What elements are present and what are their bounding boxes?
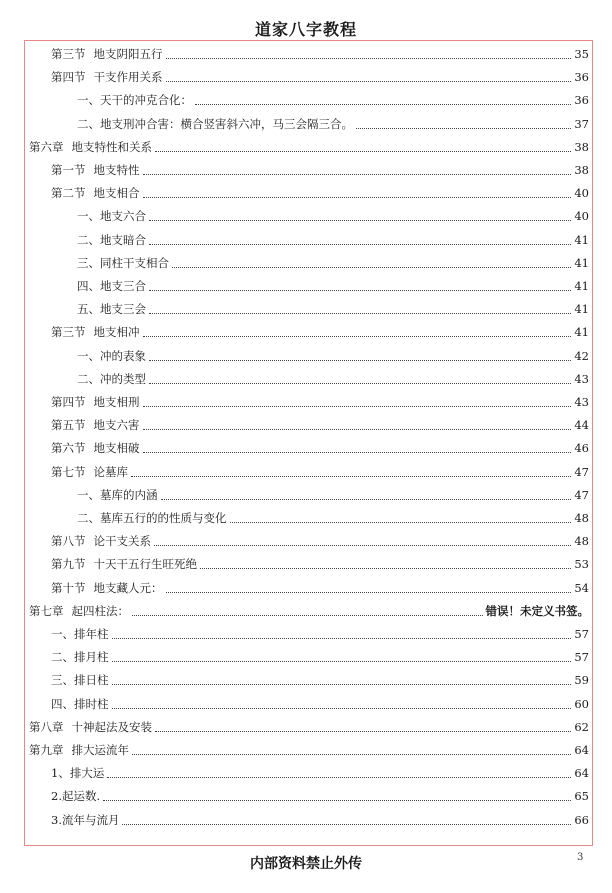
- toc-entry-page: 48: [574, 511, 589, 525]
- toc-entry-number: 第六节: [51, 441, 86, 456]
- toc-entry[interactable]: [25, 161, 592, 179]
- toc-entry-page: 36: [574, 93, 589, 108]
- toc-entry-page: 36: [574, 70, 589, 85]
- toc-entry-page: 41: [574, 325, 589, 340]
- toc-entry-label: [51, 533, 151, 549]
- toc-entry-title: 一、冲的表象: [77, 348, 146, 363]
- toc-entry-label: [77, 510, 227, 526]
- toc-entry-label: [51, 672, 109, 688]
- toc-entry-label: [77, 92, 192, 108]
- dot-leader: [149, 312, 571, 314]
- toc-entry-title: 1、排大运: [51, 766, 105, 781]
- dot-leader: [356, 127, 571, 129]
- toc-entry-title: 一、排年柱: [51, 627, 109, 641]
- page-number: 3: [577, 852, 584, 863]
- bookmark-error-text: 错误！未定义书签。: [485, 603, 589, 618]
- toc-entry[interactable]: [25, 741, 592, 759]
- toc-entry-title: 二、冲的类型: [77, 371, 146, 386]
- toc-entry-page: 66: [574, 812, 589, 827]
- toc-entry[interactable]: [25, 68, 592, 86]
- dot-leader: [143, 335, 572, 337]
- toc-entry-title: 二、地支暗合: [77, 232, 146, 247]
- toc-entry-number: 第九章: [29, 743, 64, 757]
- toc-entry[interactable]: [25, 764, 592, 782]
- toc-entry[interactable]: [25, 555, 592, 573]
- toc-entry-label: [77, 348, 146, 364]
- dot-leader: [149, 219, 571, 221]
- dot-leader: [166, 57, 572, 59]
- toc-entry[interactable]: [25, 323, 592, 341]
- toc-entry-label: [51, 185, 140, 201]
- toc-entry-label: [77, 208, 146, 224]
- dot-leader: [149, 243, 571, 245]
- toc-entry-page: 41: [574, 302, 589, 317]
- toc-entry-number: 第四节: [51, 395, 86, 409]
- toc-entry[interactable]: [25, 300, 592, 318]
- toc-entry[interactable]: [25, 207, 592, 225]
- toc-entry-title: 四、排时柱: [51, 696, 109, 711]
- toc-entry[interactable]: [25, 671, 592, 689]
- toc-entry-title: 3.流年与流月: [51, 812, 120, 827]
- dot-leader: [172, 266, 571, 268]
- dot-leader: [143, 196, 572, 198]
- dot-leader: [149, 359, 571, 361]
- toc-entry-label: [51, 788, 100, 804]
- dot-leader: [112, 707, 572, 709]
- toc-entry-page: 54: [574, 580, 589, 595]
- toc-entry-label: [51, 812, 119, 828]
- toc-entry-title: 五、地支三会: [77, 302, 146, 317]
- toc-entry-label: [77, 232, 146, 248]
- dot-leader: [122, 823, 571, 825]
- toc-entry-label: [51, 626, 109, 642]
- dot-leader: [143, 451, 572, 453]
- toc-entry[interactable]: [25, 115, 592, 133]
- toc-entry-page: 64: [574, 766, 589, 781]
- dot-leader: [166, 80, 572, 82]
- toc-entry-label: [51, 324, 140, 340]
- toc-entry-title: 地支相刑: [93, 395, 140, 409]
- toc-entry-number: 第二节: [51, 186, 86, 201]
- toc-entry-number: 第六章: [29, 139, 64, 154]
- toc-entry[interactable]: [25, 532, 592, 550]
- dot-leader: [132, 753, 571, 755]
- footer-notice: 内部资料禁止外传: [250, 856, 362, 872]
- toc-entry-page: 47: [574, 464, 589, 479]
- toc-entry-title: 论墓库: [93, 464, 128, 479]
- toc-entry-title: 十天干五行生旺死绝: [93, 557, 197, 572]
- toc-entry-page: 40: [574, 186, 589, 201]
- toc-entry-title: 一、天干的冲克合化：: [77, 93, 192, 108]
- toc-entry-page: 35: [574, 47, 589, 61]
- toc-entry-number: 第四节: [51, 70, 86, 85]
- toc-entry-page: 42: [574, 348, 589, 363]
- dot-leader: [112, 660, 572, 662]
- toc-entry-title: 二、排月柱: [51, 650, 109, 665]
- toc-entry-label: [51, 394, 140, 410]
- toc-entry-label: [51, 162, 140, 178]
- toc-entry-label: [29, 742, 129, 758]
- toc-entry-label: [51, 649, 109, 665]
- dot-leader: [107, 776, 571, 778]
- toc-entry[interactable]: [25, 486, 592, 504]
- toc-entry-page: 64: [574, 743, 589, 757]
- toc-entry-title: 2.起运数.: [51, 789, 101, 804]
- dot-leader: [230, 521, 572, 523]
- dot-leader: [155, 150, 571, 152]
- dot-leader: [195, 103, 571, 105]
- toc-entry-label: [51, 440, 140, 456]
- toc-entry-page: 38: [574, 163, 589, 177]
- toc-entry[interactable]: [25, 439, 592, 457]
- toc-entry-number: 第八节: [51, 534, 86, 549]
- toc-entry-label: [77, 278, 146, 294]
- toc-entry-page: 43: [574, 371, 589, 386]
- dot-leader: [200, 567, 571, 569]
- toc-entry-title: 地支相破: [93, 441, 140, 456]
- toc-entry[interactable]: [25, 254, 592, 272]
- toc-entry-page: 48: [574, 534, 589, 549]
- toc-entry[interactable]: [25, 648, 592, 666]
- toc-entry-title: 地支阴阳五行: [93, 47, 163, 61]
- toc-entry[interactable]: [25, 393, 592, 411]
- toc-entry-number: 第七节: [51, 464, 86, 479]
- toc-entry-title: 地支藏人元：: [93, 580, 163, 595]
- document-title: 道家八字教程: [254, 20, 357, 39]
- toc-entry-page: 53: [574, 557, 589, 572]
- toc-entry-title: 二、地支刑冲合害：横合竖害斜六冲，马三会隔三合。: [77, 116, 353, 131]
- dot-leader: [143, 428, 572, 430]
- toc-entry-title: 地支特性和关系: [71, 139, 152, 154]
- toc-entry-label: [77, 487, 158, 503]
- toc-entry-title: 论干支关系: [93, 534, 151, 549]
- dot-leader: [112, 683, 572, 685]
- toc-entry[interactable]: [25, 509, 592, 527]
- toc-entry-title: 三、同柱干支相合: [77, 255, 169, 270]
- toc-entry-page: 47: [574, 487, 589, 502]
- toc-entry-title: 一、地支六合: [77, 209, 146, 224]
- toc-entry[interactable]: [25, 370, 592, 388]
- toc-entry[interactable]: [25, 695, 592, 713]
- toc-entry[interactable]: [25, 463, 592, 481]
- dot-leader: [132, 614, 483, 616]
- toc-entry-number: 第八章: [29, 719, 64, 734]
- toc-entry-title: 地支六害: [93, 418, 140, 433]
- toc-entry-title: 排大运流年: [71, 743, 129, 757]
- toc-entry-label: [77, 301, 146, 317]
- toc-entry-label: [51, 464, 128, 480]
- toc-entry[interactable]: [25, 231, 592, 249]
- toc-entry-title: 十神起法及安装: [71, 719, 152, 734]
- toc-entry[interactable]: [25, 579, 592, 597]
- toc-entry-title: 地支相冲: [93, 325, 140, 340]
- toc-entry[interactable]: [25, 787, 592, 805]
- toc-entry-number: 第三节: [51, 325, 86, 340]
- toc-entry-label: [51, 46, 163, 62]
- toc-entry-page: 57: [574, 627, 589, 641]
- toc-entry-label: [51, 580, 163, 596]
- toc-entry-title: 地支特性: [93, 163, 140, 177]
- toc-entry-page: 60: [574, 696, 589, 711]
- dot-leader: [131, 475, 571, 477]
- toc-entry-title: 一、墓库的内涵: [77, 487, 158, 502]
- toc-entry-label: [77, 255, 169, 271]
- dot-leader: [143, 173, 572, 175]
- toc-entry-label: [51, 696, 109, 712]
- dot-leader: [103, 799, 571, 801]
- toc-entry-number: 第五节: [51, 418, 86, 433]
- dot-leader: [155, 730, 571, 732]
- dot-leader: [149, 289, 571, 291]
- toc-entry[interactable]: [25, 45, 592, 63]
- toc-entry-label: [77, 371, 146, 387]
- toc-entry-label: [51, 69, 163, 85]
- dot-leader: [154, 544, 571, 546]
- toc-entry-label: [77, 116, 353, 132]
- toc-entry-number: 第十节: [51, 580, 86, 595]
- toc-entry-title: 四、地支三合: [77, 279, 146, 293]
- toc-entry-page: 38: [574, 139, 589, 154]
- toc-entry[interactable]: [25, 347, 592, 365]
- toc-entry-page: 62: [574, 719, 589, 734]
- toc-entry-page: 57: [574, 650, 589, 665]
- toc-entry[interactable]: [25, 184, 592, 202]
- toc-entry-label: [29, 719, 152, 735]
- toc-entry-number: 第一节: [51, 163, 86, 177]
- toc-entry-label: [51, 417, 140, 433]
- dot-leader: [149, 382, 571, 384]
- toc-entry-page: 41: [574, 232, 589, 247]
- toc-entry-page: 40: [574, 209, 589, 224]
- toc-entry[interactable]: [25, 602, 592, 620]
- toc-entry-page: 37: [574, 116, 589, 131]
- toc-entry-number: 第七章: [29, 603, 64, 618]
- toc-entry-label: [29, 139, 152, 155]
- toc-entry-number: 第九节: [51, 557, 86, 572]
- toc-entry[interactable]: [25, 718, 592, 736]
- toc-entry[interactable]: [25, 811, 592, 829]
- toc-entry-number: 第三节: [51, 47, 86, 61]
- toc-entry-page: 44: [574, 418, 589, 433]
- toc-entry-page: 41: [574, 279, 589, 293]
- toc-entry-label: [51, 556, 197, 572]
- toc-entry-page: 41: [574, 255, 589, 270]
- toc-entry-label: [29, 603, 129, 619]
- toc-entry[interactable]: [25, 91, 592, 109]
- toc-entry-title: 地支相合: [93, 186, 140, 201]
- toc-entry-page: 59: [574, 673, 589, 688]
- toc-entry[interactable]: [25, 138, 592, 156]
- toc-entry[interactable]: [25, 625, 592, 643]
- dot-leader: [143, 405, 572, 407]
- toc-frame: [24, 40, 593, 846]
- toc-entry-page: 43: [574, 395, 589, 409]
- toc-entry-title: 起四柱法：: [71, 603, 129, 618]
- toc-entry-title: 干支作用关系: [93, 70, 163, 85]
- dot-leader: [112, 637, 572, 639]
- toc-entry[interactable]: [25, 416, 592, 434]
- toc-entry-page: 46: [574, 441, 589, 456]
- toc-entry-page: 65: [574, 789, 589, 804]
- toc-entry-title: 二、墓库五行的的性质与变化: [77, 511, 227, 525]
- dot-leader: [166, 591, 572, 593]
- toc-entry-label: [51, 765, 104, 781]
- toc-entry-title: 三、排日柱: [51, 673, 109, 688]
- toc-entry[interactable]: [25, 277, 592, 295]
- dot-leader: [161, 498, 572, 500]
